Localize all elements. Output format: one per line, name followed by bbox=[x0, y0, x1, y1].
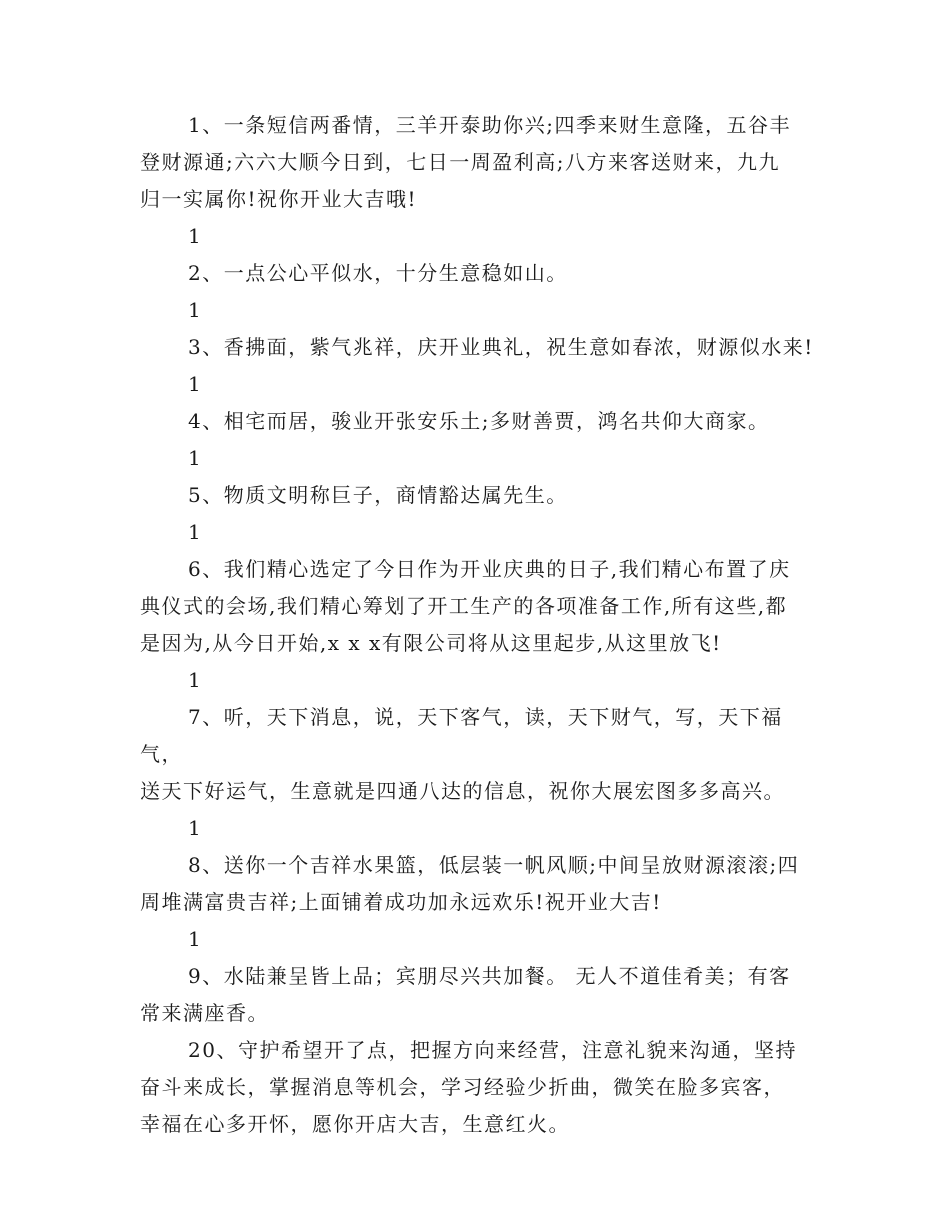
paragraph-line: 5、物质文明称巨子，商情豁达属先生。 bbox=[188, 483, 568, 507]
paragraph-line: 1、一条短信两番情，三羊开泰助你兴;四季来财生意隆，五谷丰 bbox=[188, 113, 791, 137]
paragraph-line: 登财源通;六六大顺今日到，七日一周盈利高;八方来客送财来，九九 bbox=[140, 150, 780, 174]
separator-number: 1 bbox=[188, 298, 201, 322]
separator-number: 1 bbox=[188, 446, 201, 470]
wish-paragraph bbox=[140, 255, 820, 292]
paragraph-line: 典仪式的会场,我们精心筹划了开工生产的各项准备工作,所有这些,都 bbox=[140, 594, 788, 618]
separator-number: 1 bbox=[188, 816, 201, 840]
paragraph-line: 送天下好运气，生意就是四通八达的信息，祝你大展宏图多多高兴。 bbox=[140, 779, 785, 803]
separator-number: 1 bbox=[188, 927, 201, 951]
paragraph-line: 周堆满富贵吉祥;上面铺着成功加永远欢乐!祝开业大吉! bbox=[140, 890, 662, 914]
paragraph-line: 奋斗来成长，掌握消息等机会，学习经验少折曲，微笑在脸多宾客， bbox=[140, 1075, 785, 1099]
paragraph-line: 7、听，天下消息，说，天下客气，读，天下财气，写，天下福气， bbox=[140, 705, 783, 766]
wish-paragraph bbox=[140, 847, 820, 921]
paragraph-line: 幸福在心多开怀，愿你开店大吉，生意红火。 bbox=[140, 1112, 570, 1136]
document-body bbox=[140, 107, 820, 1143]
paragraph-line: 9、水陆兼呈皆上品；宾朋尽兴共加餐。 无人不道佳肴美；有客 bbox=[188, 964, 791, 988]
wish-paragraph bbox=[140, 699, 820, 810]
paragraph-line: 6、我们精心选定了今日作为开业庆典的日子,我们精心布置了庆 bbox=[188, 557, 791, 581]
wish-paragraph bbox=[140, 329, 820, 366]
wish-paragraph bbox=[140, 1032, 820, 1143]
paragraph-line: 归一实属你!祝你开业大吉哦! bbox=[140, 187, 418, 211]
paragraph-line: 常来满座香。 bbox=[140, 1001, 269, 1025]
separator-number: 1 bbox=[188, 372, 201, 396]
paragraph-line: 2、一点公心平似水，十分生意稳如山。 bbox=[188, 261, 568, 285]
wish-paragraph bbox=[140, 477, 820, 514]
wish-paragraph bbox=[140, 958, 820, 1032]
paragraph-line: 4、相宅而居，骏业开张安乐土;多财善贾，鸿名共仰大商家。 bbox=[188, 409, 770, 433]
wish-paragraph bbox=[140, 551, 820, 662]
separator-number: 1 bbox=[188, 668, 201, 692]
wish-paragraph bbox=[140, 107, 820, 218]
separator-number: 1 bbox=[188, 520, 201, 544]
paragraph-line: 8、送你一个吉祥水果篮，低层装一帆风顺;中间呈放财源滚滚;四 bbox=[188, 853, 800, 877]
paragraph-line: 是因为,从今日开始,x x x有限公司将从这里起步,从这里放飞! bbox=[140, 631, 722, 655]
wish-paragraph bbox=[140, 403, 820, 440]
paragraph-line: 20、守护希望开了点，把握方向来经营，注意礼貌来沟通，坚持 bbox=[188, 1038, 797, 1062]
separator-number: 1 bbox=[188, 224, 201, 248]
paragraph-line: 3、香拂面，紫气兆祥，庆开业典礼，祝生意如春浓，财源似水来! bbox=[188, 335, 814, 359]
